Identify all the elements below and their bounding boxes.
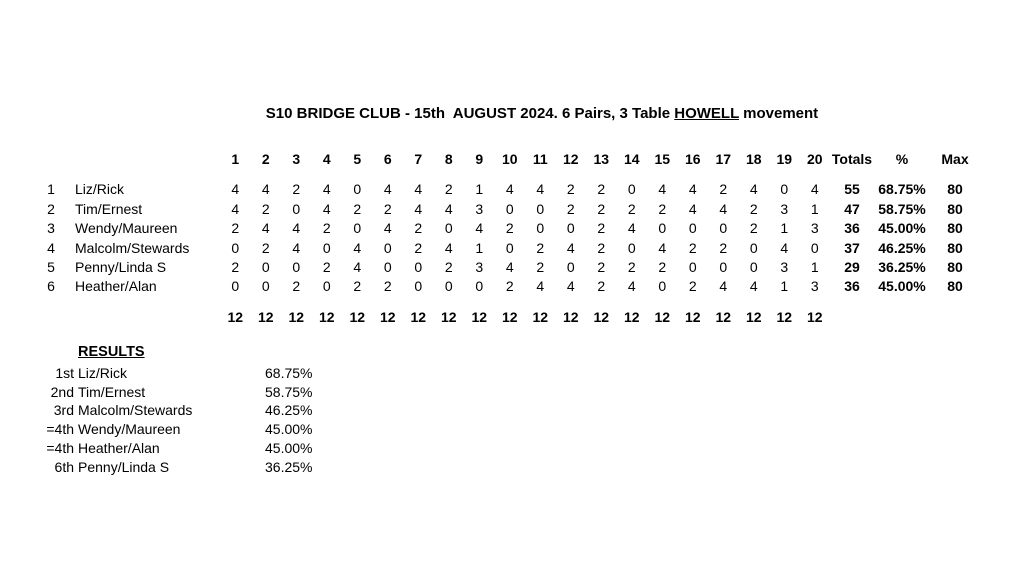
board-score: 0	[688, 220, 697, 237]
scores-header-row	[38, 150, 980, 169]
board-score: 2	[505, 278, 514, 295]
pair-number: 2	[47, 200, 55, 217]
board-score: 2	[597, 239, 606, 256]
max-score: 80	[947, 278, 963, 295]
total-score: 47	[844, 200, 860, 217]
board-score: 4	[261, 220, 270, 237]
board-score: 4	[414, 181, 423, 198]
total-score: 36	[844, 220, 860, 237]
board-score: 1	[810, 200, 819, 217]
board-score: 2	[597, 259, 606, 276]
max-score: 80	[947, 220, 963, 237]
board-score: 0	[383, 239, 392, 256]
board-score: 0	[292, 200, 301, 217]
result-percent: 58.75%	[265, 383, 313, 400]
board-score: 0	[566, 220, 575, 237]
board-score: 4	[658, 239, 667, 256]
board-score: 2	[627, 259, 636, 276]
board-sum: 12	[440, 308, 457, 325]
board-score: 0	[780, 181, 789, 198]
board-score: 2	[719, 239, 728, 256]
board-header: 14	[623, 151, 640, 167]
sums-blank	[874, 308, 930, 327]
board-score: 2	[444, 181, 453, 198]
max-score: 80	[947, 239, 963, 256]
board-score: 2	[444, 259, 453, 276]
results-section	[20, 344, 325, 476]
score-row	[38, 200, 980, 219]
board-sum: 12	[745, 308, 762, 325]
result-row	[20, 458, 325, 477]
board-header: 5	[353, 151, 362, 167]
board-header: 9	[475, 151, 484, 167]
board-score: 3	[475, 200, 484, 217]
result-rank: 3rd	[53, 402, 74, 419]
sums-blank	[64, 308, 220, 327]
board-score: 0	[414, 278, 423, 295]
board-score: 4	[231, 181, 240, 198]
board-score: 0	[231, 278, 240, 295]
board-score: 0	[475, 278, 484, 295]
result-percent: 46.25%	[265, 402, 313, 419]
board-sum: 12	[410, 308, 427, 325]
board-score: 1	[780, 220, 789, 237]
board-score: 4	[810, 181, 819, 198]
board-score: 0	[719, 220, 728, 237]
board-header: 1	[231, 151, 240, 167]
board-header: 3	[292, 151, 301, 167]
percent-score: 45.00%	[878, 278, 926, 295]
board-header: 2	[261, 151, 270, 167]
board-sum: 12	[257, 308, 274, 325]
result-name: Heather/Alan	[78, 439, 160, 456]
result-row	[20, 439, 325, 458]
result-name: Penny/Linda S	[78, 458, 170, 475]
max-score: 80	[947, 259, 963, 276]
results-heading: RESULTS	[78, 344, 145, 360]
board-score: 0	[444, 220, 453, 237]
result-name: Wendy/Maureen	[78, 421, 181, 438]
sums-blank	[830, 308, 874, 327]
board-sum: 12	[623, 308, 640, 325]
board-score: 2	[658, 200, 667, 217]
board-score: 0	[627, 239, 636, 256]
board-score: 0	[383, 259, 392, 276]
board-score: 4	[292, 220, 301, 237]
board-header: 8	[444, 151, 453, 167]
board-score: 2	[597, 200, 606, 217]
header-pair-number-blank	[38, 150, 64, 169]
result-rank: 2nd	[50, 383, 74, 400]
pair-number: 6	[47, 278, 55, 295]
board-score: 2	[383, 200, 392, 217]
board-score: 2	[566, 200, 575, 217]
spacer-row	[38, 169, 980, 180]
max-score: 80	[947, 200, 963, 217]
board-sum: 12	[715, 308, 732, 325]
board-header: 16	[684, 151, 701, 167]
total-score: 55	[844, 181, 860, 198]
board-sum: 12	[684, 308, 701, 325]
board-score: 0	[749, 239, 758, 256]
board-header: 12	[562, 151, 579, 167]
total-score: 37	[844, 239, 860, 256]
title-suffix: movement	[738, 105, 819, 122]
board-header: 17	[715, 151, 732, 167]
board-score: 0	[719, 259, 728, 276]
pair-number: 4	[47, 239, 55, 256]
result-rank: 1st	[55, 365, 74, 381]
board-sum: 12	[318, 308, 335, 325]
result-percent: 45.00%	[265, 439, 313, 456]
score-row	[38, 239, 980, 258]
board-score: 2	[383, 278, 392, 295]
board-score: 2	[658, 259, 667, 276]
board-score: 4	[688, 200, 697, 217]
result-name: Liz/Rick	[78, 365, 128, 381]
board-score: 0	[353, 220, 362, 237]
board-score: 2	[688, 278, 697, 295]
result-row	[20, 383, 325, 402]
percent-score: 68.75%	[878, 181, 926, 198]
board-score: 2	[627, 200, 636, 217]
percent-score: 58.75%	[878, 200, 926, 217]
board-score: 4	[749, 278, 758, 295]
board-score: 3	[475, 259, 484, 276]
pair-number: 5	[47, 259, 55, 276]
board-score: 0	[322, 239, 331, 256]
pair-number: 1	[47, 181, 55, 198]
board-score: 2	[292, 278, 301, 295]
board-score: 2	[536, 239, 545, 256]
percent-score: 36.25%	[878, 259, 926, 276]
board-score: 1	[475, 181, 484, 198]
board-score: 4	[505, 259, 514, 276]
board-sums-row	[38, 308, 980, 327]
board-score: 4	[536, 278, 545, 295]
board-header: 13	[593, 151, 610, 167]
board-sum: 12	[471, 308, 488, 325]
board-score: 4	[353, 239, 362, 256]
max-score: 80	[947, 181, 963, 198]
board-score: 0	[566, 259, 575, 276]
board-score: 1	[780, 278, 789, 295]
board-score: 2	[353, 200, 362, 217]
board-header: 11	[532, 151, 548, 167]
spacer-row	[38, 297, 980, 308]
board-header: 19	[776, 151, 793, 167]
percent-score: 45.00%	[878, 220, 926, 237]
board-score: 4	[353, 259, 362, 276]
board-score: 4	[566, 278, 575, 295]
board-score: 4	[749, 181, 758, 198]
results-table	[20, 364, 325, 476]
board-header: 4	[322, 151, 331, 167]
board-score: 4	[688, 181, 697, 198]
board-score: 2	[322, 259, 331, 276]
board-score: 2	[566, 181, 575, 198]
board-score: 4	[658, 181, 667, 198]
result-row	[20, 401, 325, 420]
board-score: 1	[810, 259, 819, 276]
board-score: 3	[810, 278, 819, 295]
board-score: 0	[261, 259, 270, 276]
board-sum: 12	[806, 308, 823, 325]
score-row	[38, 258, 980, 277]
board-score: 4	[414, 200, 423, 217]
percent-score: 46.25%	[878, 239, 926, 256]
board-sum: 12	[501, 308, 518, 325]
board-score: 4	[627, 220, 636, 237]
score-row	[38, 180, 980, 199]
scores-table	[38, 150, 980, 327]
total-score: 29	[844, 259, 860, 276]
board-score: 2	[322, 220, 331, 237]
board-score: 0	[749, 259, 758, 276]
board-sum: 12	[593, 308, 610, 325]
pair-name: Malcolm/Stewards	[75, 239, 190, 256]
board-sum: 12	[349, 308, 366, 325]
board-score: 2	[536, 259, 545, 276]
board-score: 4	[719, 200, 728, 217]
percent-header: %	[895, 151, 909, 167]
board-score: 4	[444, 200, 453, 217]
board-score: 0	[444, 278, 453, 295]
result-row	[20, 420, 325, 439]
board-score: 0	[231, 239, 240, 256]
result-percent: 45.00%	[265, 421, 313, 438]
board-sum: 12	[532, 308, 549, 325]
board-score: 3	[780, 259, 789, 276]
board-header: 20	[806, 151, 823, 167]
board-score: 2	[414, 239, 423, 256]
board-score: 0	[658, 278, 667, 295]
board-score: 4	[505, 181, 514, 198]
total-score: 36	[844, 278, 860, 295]
board-score: 0	[414, 259, 423, 276]
sums-blank	[930, 308, 980, 327]
board-score: 4	[383, 220, 392, 237]
board-score: 4	[536, 181, 545, 198]
board-sum: 12	[776, 308, 793, 325]
board-score: 0	[322, 278, 331, 295]
board-score: 4	[292, 239, 301, 256]
board-sum: 12	[562, 308, 579, 325]
board-score: 3	[780, 200, 789, 217]
board-score: 2	[505, 220, 514, 237]
title-howell-underlined: HOWELL	[674, 105, 739, 122]
board-score: 2	[688, 239, 697, 256]
board-score: 4	[444, 239, 453, 256]
board-header: 18	[745, 151, 762, 167]
board-score: 4	[231, 200, 240, 217]
board-sum: 12	[227, 308, 244, 325]
pair-number: 3	[47, 220, 55, 237]
board-score: 0	[353, 181, 362, 198]
board-score: 0	[261, 278, 270, 295]
board-score: 4	[322, 200, 331, 217]
board-score: 0	[505, 200, 514, 217]
pair-name: Tim/Ernest	[75, 200, 143, 217]
board-score: 2	[231, 220, 240, 237]
board-score: 2	[292, 181, 301, 198]
board-sum: 12	[379, 308, 396, 325]
board-score: 0	[810, 239, 819, 256]
pair-name: Penny/Linda S	[75, 259, 167, 276]
board-score: 2	[353, 278, 362, 295]
result-percent: 36.25%	[265, 458, 313, 475]
board-score: 4	[627, 278, 636, 295]
board-score: 2	[597, 181, 606, 198]
board-score: 2	[749, 220, 758, 237]
sums-blank	[38, 308, 64, 327]
score-row	[38, 277, 980, 296]
board-score: 2	[261, 200, 270, 217]
board-score: 0	[627, 181, 636, 198]
board-score: 0	[292, 259, 301, 276]
board-score: 0	[536, 220, 545, 237]
board-sum: 12	[288, 308, 305, 325]
board-score: 3	[810, 220, 819, 237]
board-score: 4	[475, 220, 484, 237]
result-rank: =4th	[46, 439, 74, 456]
board-score: 2	[597, 278, 606, 295]
pair-name: Heather/Alan	[75, 278, 157, 295]
board-score: 2	[414, 220, 423, 237]
board-header: 6	[383, 151, 392, 167]
title-prefix: S10 BRIDGE CLUB - 15th AUGUST 2024. 6 Pairs, 3 Table	[265, 105, 675, 122]
board-score: 4	[780, 239, 789, 256]
board-score: 4	[719, 278, 728, 295]
board-header: 10	[501, 151, 518, 167]
board-score: 0	[505, 239, 514, 256]
score-row	[38, 219, 980, 238]
board-score: 4	[383, 181, 392, 198]
board-score: 2	[231, 259, 240, 276]
board-score: 4	[322, 181, 331, 198]
result-rank: =4th	[46, 421, 74, 438]
header-pair-name-blank	[64, 150, 220, 169]
board-score: 0	[536, 200, 545, 217]
board-score: 2	[261, 239, 270, 256]
board-score: 2	[719, 181, 728, 198]
result-rank: 6th	[54, 458, 74, 475]
board-score: 4	[566, 239, 575, 256]
board-header: 7	[414, 151, 423, 167]
totals-header: Totals	[831, 151, 873, 167]
pair-name: Liz/Rick	[75, 181, 125, 198]
board-score: 0	[688, 259, 697, 276]
page-title	[60, 105, 1024, 122]
result-name: Tim/Ernest	[78, 383, 146, 400]
board-sum: 12	[654, 308, 671, 325]
board-score: 2	[597, 220, 606, 237]
result-row	[20, 364, 325, 383]
board-score: 2	[749, 200, 758, 217]
board-header: 15	[654, 151, 671, 167]
board-score: 4	[261, 181, 270, 198]
max-header: Max	[941, 151, 969, 167]
board-score: 1	[475, 239, 484, 256]
board-score: 0	[658, 220, 667, 237]
pair-name: Wendy/Maureen	[75, 220, 178, 237]
result-name: Malcolm/Stewards	[78, 402, 193, 419]
result-percent: 68.75%	[265, 365, 313, 381]
